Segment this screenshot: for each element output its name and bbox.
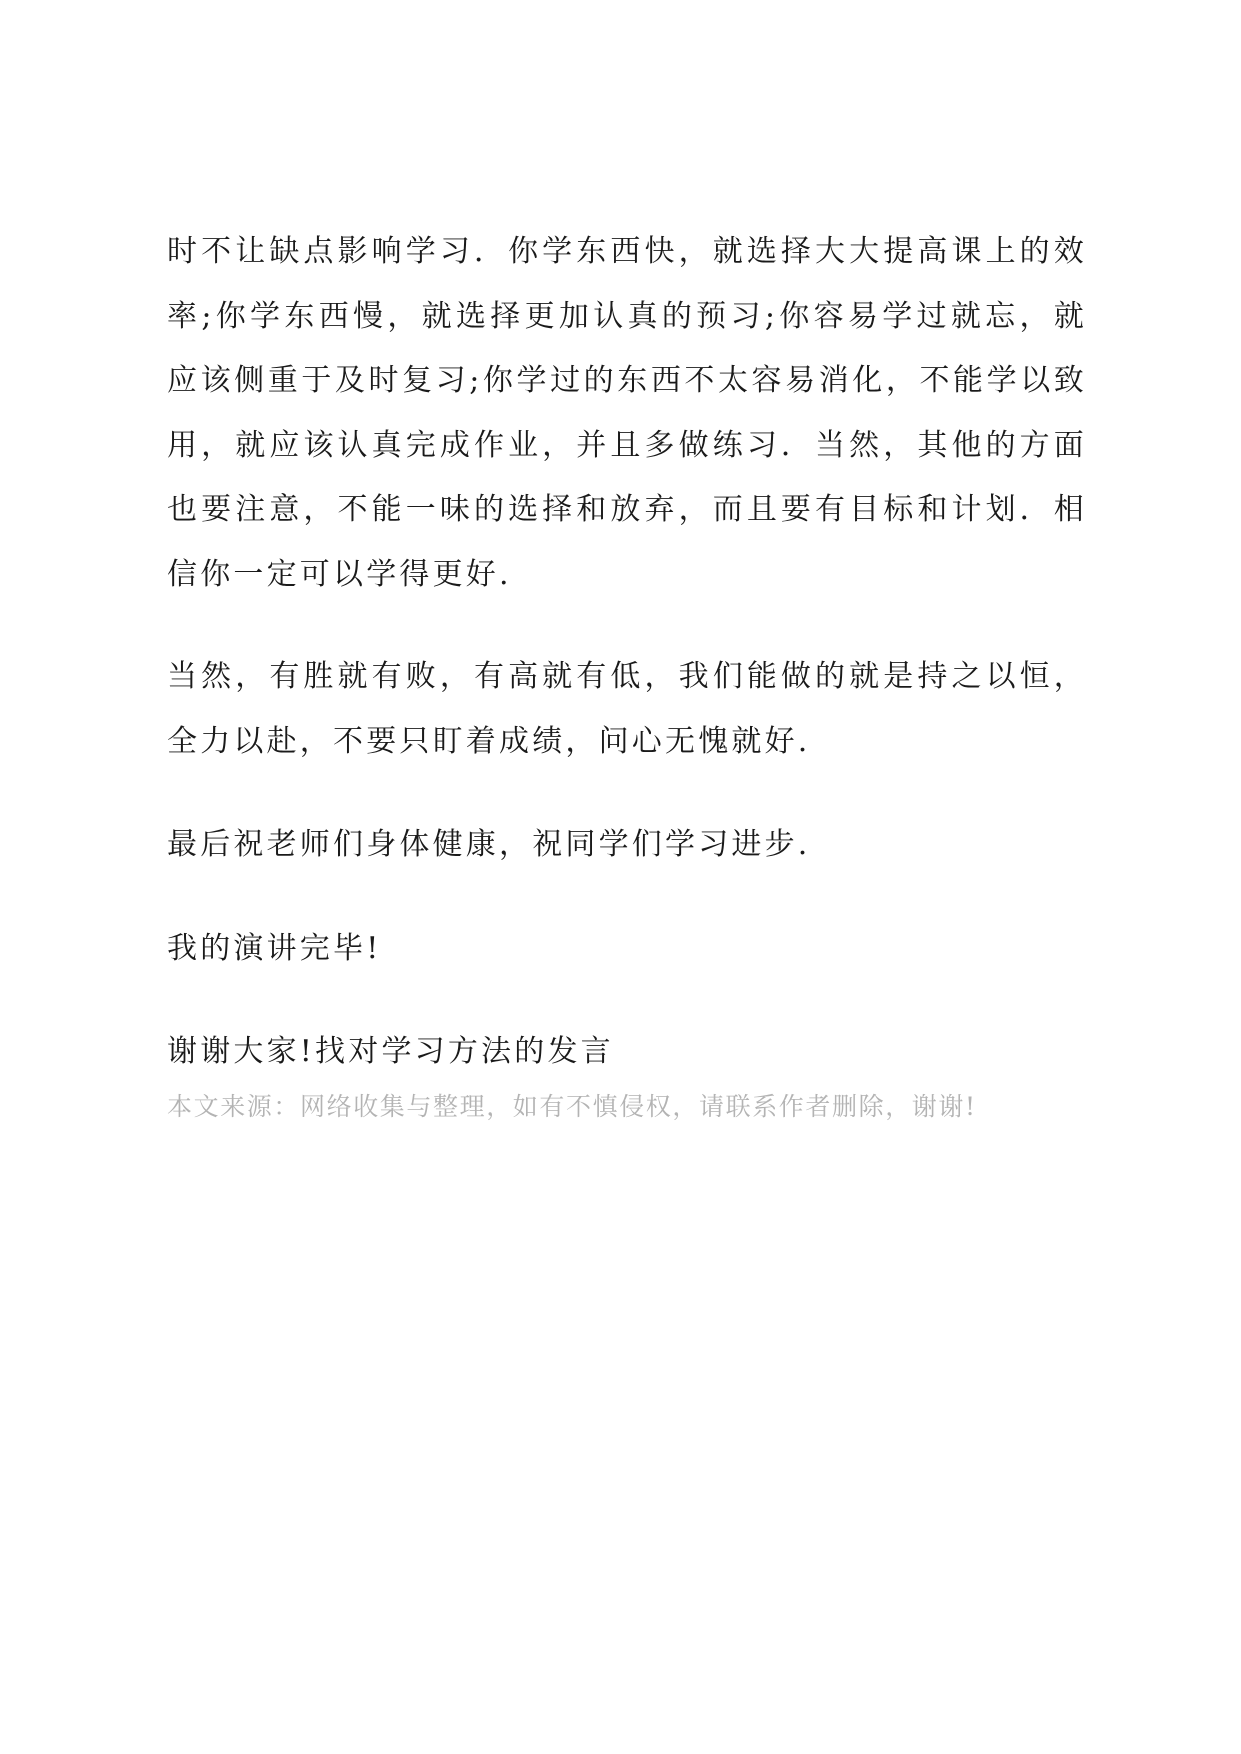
paragraph-perseverance: 当然，有胜就有败，有高就有低，我们能做的就是持之以恒，全力以赴，不要只盯着成绩，问心无愧就好.	[167, 659, 1087, 759]
paragraph-wishes: 最后祝老师们身体健康，祝同学们学习进步.	[167, 827, 811, 862]
source-note: 本文来源：网络收集与整理，如有不慎侵权，请联系作者删除，谢谢!	[167, 1091, 977, 1121]
paragraph-speech-end: 我的演讲完毕!	[167, 930, 382, 966]
paragraph-study-method: 时不让缺点影响学习．你学东西快，就选择大大提高课上的效率;你学东西慢，就选择更加认真的预习;你容易学过就忘，就应该侧重于及时复习;你学过的东西不太容易消化，不能学以致用，就应该认真完成作业，并且多做练习．当然，其他的方面也要注意，不能一味的选择和放弃，而且要有目标和计划．相信你一定可以学得更好.	[167, 234, 1087, 592]
paragraph-thanks-title: 谢谢大家!找对学习方法的发言	[167, 1034, 614, 1069]
document-body	[167, 220, 1087, 1125]
